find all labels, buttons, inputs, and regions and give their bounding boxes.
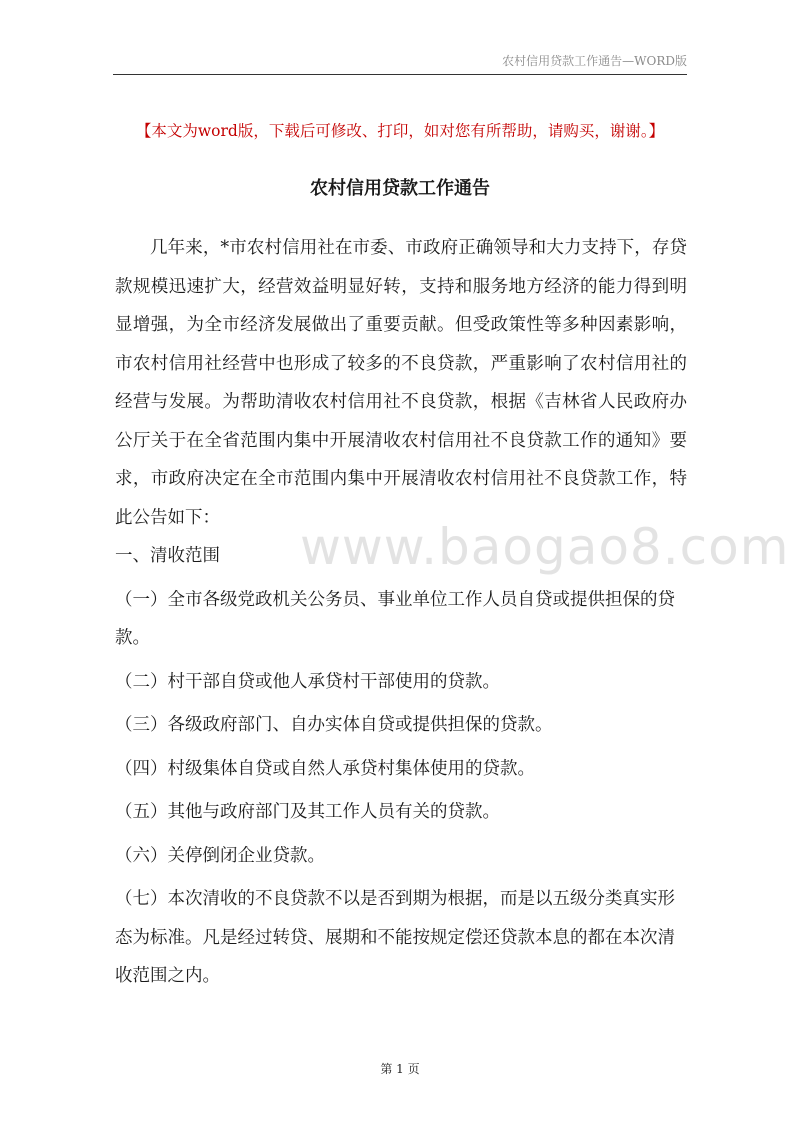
- document-body: [115, 229, 687, 996]
- list-item: （三）各级政府部门、自办实体自贷或提供担保的贷款。: [115, 715, 553, 735]
- document-title: 农村信用贷款工作通告: [310, 178, 490, 199]
- purchase-notice: 【本文为word版，下载后可修改、打印，如对您有所帮助，请购买，谢谢。】: [135, 122, 665, 140]
- page-footer: [0, 1060, 800, 1077]
- page-number: 第 1 页: [380, 1062, 420, 1076]
- watermark: www.baogao8.com: [300, 518, 790, 576]
- page-header: [113, 52, 687, 75]
- list-item: （四）村级集体自贷或自然人承贷村集体使用的贷款。: [115, 758, 535, 779]
- list-item: （七）本次清收的不良贷款不以是否到期为根据，而是以五级分类真实形态为标准。凡是经过转贷、展期和不能按规定偿还贷款本息的都在本次清收范围之内。: [115, 889, 675, 986]
- list-item: （六）关停倒闭企业贷款。: [115, 845, 325, 866]
- list-item: （五）其他与政府部门及其工作人员有关的贷款。: [115, 802, 500, 822]
- section-heading: 一、清收范围: [115, 546, 220, 566]
- list-item: （一）全市各级党政机关公务员、事业单位工作人员自贷或提供担保的贷款。: [115, 589, 675, 648]
- intro-paragraph: 几年来，*市农村信用社在市委、市政府正确领导和大力支持下，存贷款规模迅速扩大，经营效益明显好转，支持和服务地方经济的能力得到明显增强，为全市经济发展做出了重要贡献。但受政策性等多种因素影响，市农村信用社经营中也形成了较多的不良贷款，严重影响了农村信用社的经营与发展。为帮助清收农村信用社不良贷款，根据《吉林省人民政府办公厅关于在全省范围内集中开展清收农村信用社不良贷款工作的通知》要求，市政府决定在全市范围内集中开展清收农村信用社不良贷款工作，特此公告如下：: [115, 238, 687, 528]
- header-text: 农村信用贷款工作通告—WORD版: [502, 54, 687, 68]
- list-item: （二）村干部自贷或他人承贷村干部使用的贷款。: [115, 671, 500, 692]
